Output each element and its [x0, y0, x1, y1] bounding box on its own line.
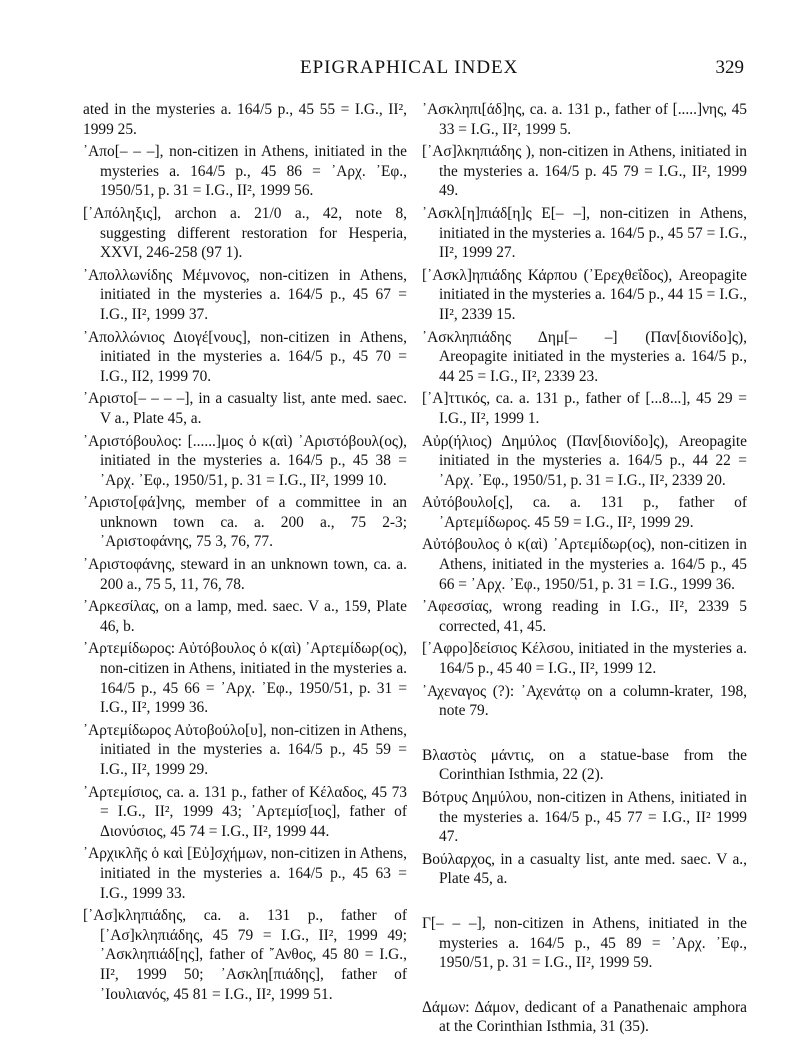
index-entry: ᾽Αρτεμίδωρος Αὐτοβούλο[υ], non-citizen in Athens, initiated in the mysteries a. 164/5 p., 45 59 = I.G., II², 1999 29. [83, 721, 407, 778]
index-entry: [᾽Απόληξις], archon a. 21/0 a., 42, note 8, suggesting different restoration for Hesperia, XXVI, 246-258 (97 1). [83, 204, 407, 262]
index-entry: [᾽Αφρο]δείσιος Κέλσου, initiated in the mysteries a. 164/5 p., 45 40 = I.G., II², 1999 12. [422, 640, 747, 678]
index-entry: ᾽Αρτεμίσιος, ca. a. 131 p., father of Κέλαδος, 45 73 = I.G., II², 1999 43; ᾽Αρτεμίσ[ιος], father of Διονύσιος, 45 74 = I.G., II², 1999 44. [83, 783, 407, 840]
letter-section-gap [422, 724, 747, 746]
index-entry: Αὐρ(ήλιος) Δημύλος (Παν[διονίδο]ς), Areopagite initiated in the mysteries a. 164/5 p., 44 22 = ᾽Αρχ. ᾽Εφ., 1950/51, p. 31 = I.G., II², 2339 20. [422, 432, 747, 489]
index-entry: ᾽Αριστο[– – – –], in a casualty list, ante med. saec. V a., Plate 45, a. [83, 390, 407, 427]
page-header [0, 57, 805, 87]
index-entry: ᾽Αρχικλῆς ὁ καὶ [Εὐ]σχήμων, non-citizen in Athens, initiated in the mysteries a. 164/5 p., 45 63 = I.G., 1999 33. [83, 845, 407, 902]
index-entry: ᾽Απο[– – –], non-citizen in Athens, initiated in the mysteries a. 164/5 p., 45 86 = ᾽Αρχ. ᾽Εφ., 1950/51, p. 31 = I.G., II², 1999 56. [83, 143, 407, 200]
index-entry: ᾽Ασκληπι[άδ]ης, ca. a. 131 p., father of [.....]νης, 45 33 = I.G., II², 1999 5. [422, 101, 747, 138]
index-entry: Αὐτόβουλο[ς], ca. a. 131 p., father of ᾽Αρτεμίδωρος. 45 59 = I.G., II², 1999 29. [422, 494, 747, 531]
index-entry: ᾽Απολλωνίδης Μέμνονος, non-citizen in Athens, initiated in the mysteries a. 164/5 p., 45 67 = I.G., II², 1999 37. [83, 266, 407, 323]
index-entry: Βούλαρχος, in a casualty list, ante med. saec. V a., Plate 45, a. [422, 850, 747, 888]
index-entry: [᾽Α]ττικός, ca. a. 131 p., father of [...8...], 45 29 = I.G., II², 1999 1. [422, 390, 747, 427]
page-number: 329 [715, 57, 744, 78]
index-entry: Αὐτόβουλος ὁ κ(αὶ) ᾽Αρτεμίδωρ(ος), non-citizen in Athens, initiated in the mysteries a. 164/5 p., 45 66 = ᾽Αρχ. ᾽Εφ., 1950/51, p. 31 = I.G., 1999 36. [422, 536, 747, 593]
index-entry: ᾽Αχεναγος (?): ᾽Αχενάτῳ on a column-krater, 198, note 79. [422, 682, 747, 720]
left-column [83, 100, 407, 1007]
index-entry: ᾽Αριστοφάνης, steward in an unknown town, ca. a. 200 a., 75 5, 11, 76, 78. [83, 556, 407, 593]
index-entry: ᾽Αρκεσίλας, on a lamp, med. saec. V a., 159, Plate 46, b. [83, 598, 407, 635]
index-entry: ᾽Αριστο[φά]νης, member of a committee in an unknown town ca. a. 200 a., 75 2-3; ᾽Αριστοφάνης, 75 3, 76, 77. [83, 494, 407, 551]
index-entry: ᾽Απολλώνιος Διογέ[νους], non-citizen in Athens, initiated in the mysteries a. 164/5 p., 45 70 = I.G., II2, 1999 70. [83, 328, 407, 385]
page-title: EPIGRAPHICAL INDEX [300, 57, 519, 78]
index-entry: [᾽Ασ]κληπιάδης, ca. a. 131 p., father of [᾽Ασ]κληπιάδης, 45 79 = I.G., II², 1999 49; ᾽Ασκληπιάδ[ης], father of ῎Ανθος, 45 80 = I.G., II², 1999 50; ᾽Ασκλη[πιάδης], father of ᾽Ιουλιανός, 45 81 = I.G., II², 1999 51. [83, 907, 407, 1003]
letter-section-gap [422, 976, 747, 998]
index-entry: [᾽Ασκλ]ηπιάδης Κάρπου (᾽Ερεχθεΐδος), Areopagite initiated in the mysteries a. 164/5 p., 44 15 = I.G., II², 2339 15. [422, 266, 747, 323]
index-entry: Βλαστὸς μάντις, on a statue-base from the Corinthian Isthmia, 22 (2). [422, 746, 747, 784]
right-column [422, 100, 747, 1040]
index-entry: ᾽Αρτεμίδωρος: Αὐτόβουλος ὁ κ(αὶ) ᾽Αρτεμίδωρ(ος), non-citizen in Athens, initiated in the mysteries a. 164/5 p., 45 66 = ᾽Αρχ. ᾽Εφ., 1950/51, p. 31 = I.G., II², 1999 36. [83, 640, 407, 717]
index-entry: ᾽Ασκλ[η]πιάδ[η]ς Ε[– –], non-citizen in Athens, initiated in the mysteries a. 164/5 p., 45 57 = I.G., II², 1999 27. [422, 204, 747, 262]
index-entry: Δάμων: Δάμον, dedicant of a Panathenaic amphora at the Corinthian Isthmia, 31 (35). [422, 998, 747, 1036]
index-entry: [᾽Ασ]λκηπιάδης ), non-citizen in Athens, initiated in the mysteries a. 164/5 p. 45 79 = I.G., II², 1999 49. [422, 143, 747, 200]
index-entry: ᾽Αφεσσίας, wrong reading in I.G., II², 2339 5 corrected, 41, 45. [422, 598, 747, 635]
index-entry: ated in the mysteries a. 164/5 p., 45 55 = I.G., II², 1999 25. [83, 101, 407, 138]
index-entry: ᾽Ασκληπιάδης Δημ[– –] (Παν[διονίδο]ς), Areopagite initiated in the mysteries a. 164/5 p., 44 25 = I.G., II², 2339 23. [422, 328, 747, 385]
index-entry: Βότρυς Δημύλου, non-citizen in Athens, initiated in the mysteries a. 164/5 p., 45 77 = I.G., II² 1999 47. [422, 789, 747, 846]
index-entry: ᾽Αριστόβουλος: [......]μος ὁ κ(αὶ) ᾽Αριστόβουλ(ος), initiated in the mysteries a. 164/5 p., 45 38 = ᾽Αρχ. ᾽Εφ., 1950/51, p. 31 = I.G., II², 1999 10. [83, 432, 407, 489]
index-entry: Γ[– – –], non-citizen in Athens, initiated in the mysteries a. 164/5 p., 45 89 = ᾽Αρχ. ᾽Εφ., 1950/51, p. 31 = I.G., II², 1999 59. [422, 914, 747, 972]
letter-section-gap [422, 892, 747, 914]
